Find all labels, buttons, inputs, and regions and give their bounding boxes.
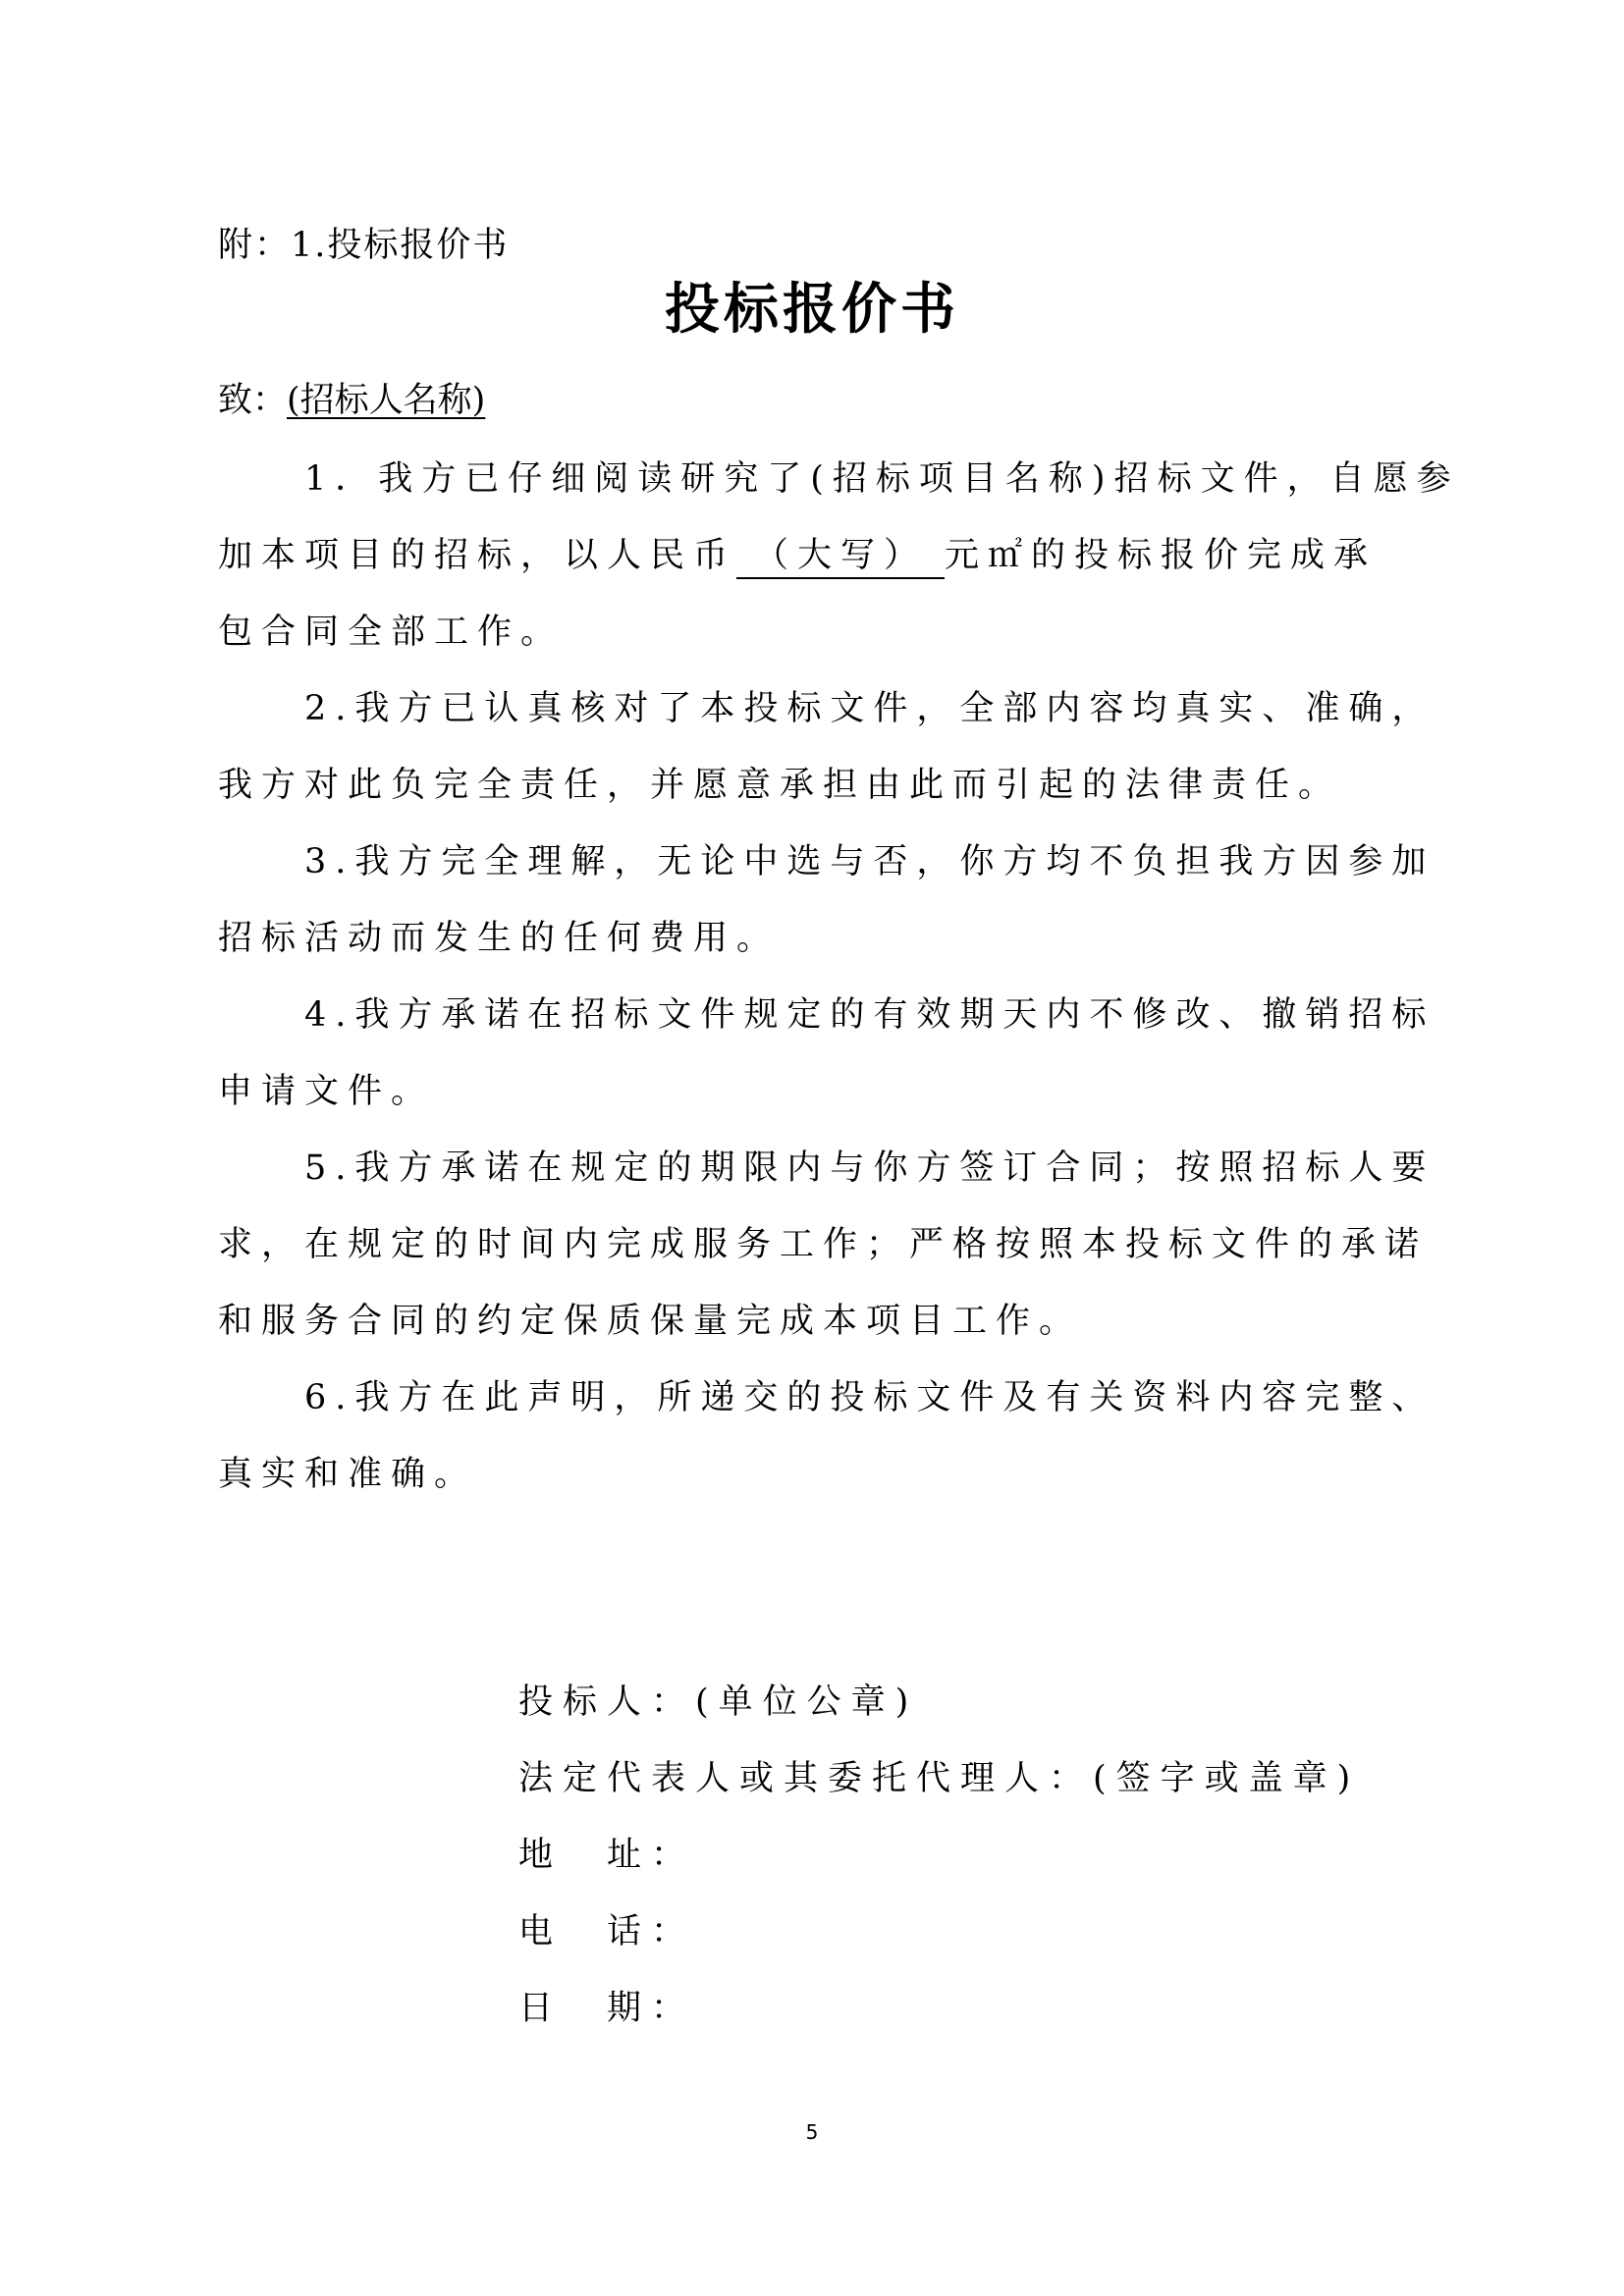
item5-line2: 求，在规定的时间内完成服务工作；严格按照本投标文件的承诺 bbox=[218, 1225, 1429, 1264]
document-title: 投标报价书 bbox=[665, 278, 959, 342]
recipient-prefix: 致： bbox=[218, 381, 288, 420]
representative-line: 法定代表人或其委托代理人：(签字或盖章) bbox=[518, 1759, 1361, 1798]
item6-line2: 真实和准确。 bbox=[218, 1455, 478, 1494]
recipient-name: (招标人名称) bbox=[287, 381, 486, 420]
item1-line2 bbox=[218, 532, 1377, 579]
address-line: 地 址： bbox=[518, 1836, 696, 1875]
item5-line1: 5.我方承诺在规定的期限内与你方签订合同；按照招标人要 bbox=[304, 1148, 1435, 1188]
item4-line2: 申请文件。 bbox=[218, 1072, 435, 1111]
phone-line: 电 话： bbox=[518, 1912, 696, 1951]
item6-line1: 6.我方在此声明，所递交的投标文件及有关资料内容完整、 bbox=[304, 1378, 1435, 1417]
attachment-label: 附：1.投标报价书 bbox=[218, 226, 510, 265]
item1-line2-after: 元㎡的投标报价完成承 bbox=[945, 536, 1378, 575]
item3-line1: 3.我方完全理解，无论中选与否，你方均不负担我方因参加 bbox=[304, 842, 1435, 881]
item4-line1: 4.我方承诺在招标文件规定的有效期天内不修改、撤销招标 bbox=[304, 995, 1435, 1035]
bidder-line: 投标人：(单位公章) bbox=[518, 1682, 919, 1722]
item1-line2-before: 加本项目的招标，以人民币 bbox=[218, 536, 737, 575]
amount-blank: （大写） bbox=[736, 534, 945, 579]
item1-line1: 1．我方已仔细阅读研究了(招标项目名称)招标文件，自愿参 bbox=[304, 459, 1460, 499]
item5-line3: 和服务合同的约定保质保量完成本项目工作。 bbox=[218, 1302, 1083, 1341]
recipient-line bbox=[218, 377, 485, 424]
item2-line2: 我方对此负完全责任，并愿意承担由此而引起的法律责任。 bbox=[218, 766, 1342, 805]
item2-line1: 2.我方已认真核对了本投标文件，全部内容均真实、准确， bbox=[304, 689, 1435, 728]
item1-line3: 包合同全部工作。 bbox=[218, 613, 565, 652]
page-number: 5 bbox=[805, 2120, 819, 2144]
date-line: 日 期： bbox=[518, 1989, 696, 2028]
item3-line2: 招标活动而发生的任何费用。 bbox=[218, 919, 781, 958]
